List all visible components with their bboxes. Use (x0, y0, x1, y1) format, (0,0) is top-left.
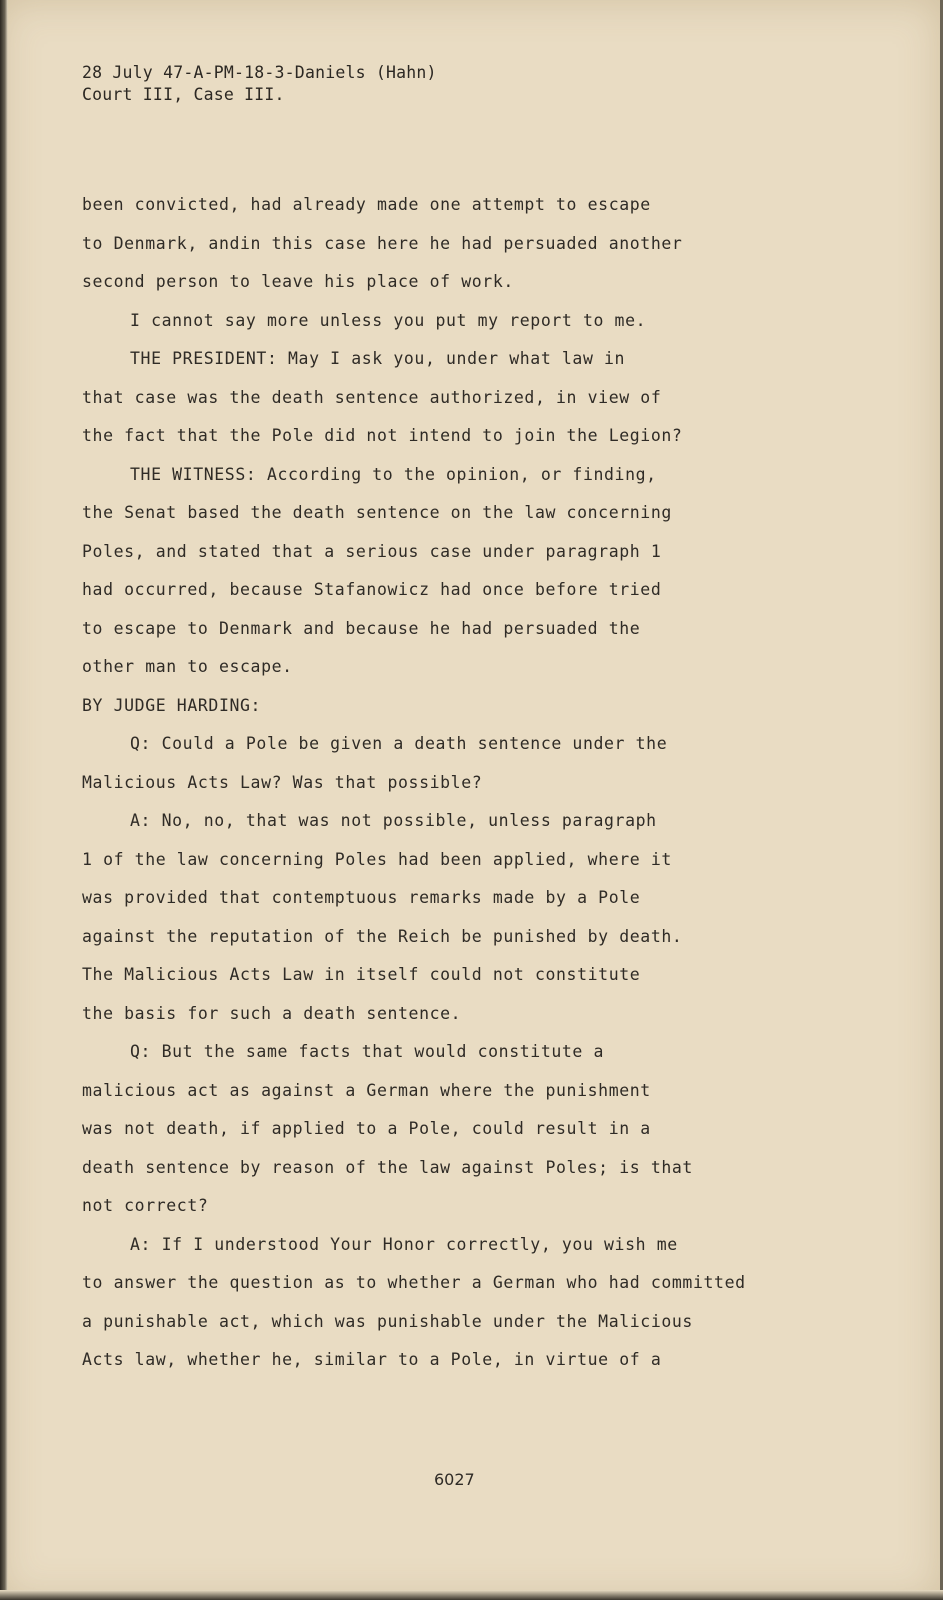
text-line: was not death, if applied to a Pole, could result in a (82, 1119, 651, 1138)
text-line: The Malicious Acts Law in itself could not constitute (82, 965, 641, 984)
header-court-line: Court III, Case III. (82, 85, 285, 104)
text-line: the basis for such a death sentence. (82, 1003, 462, 1023)
question-line: Q: But the same facts that would constitute a (130, 1042, 605, 1061)
question-line: Q: Could a Pole be given a death sentence under the (130, 734, 668, 753)
text-line: to answer the question as to whether a German who had committed (82, 1273, 746, 1292)
text-line: the Senat based the death sentence on the law concerning (82, 503, 672, 522)
witness-answer-line: THE WITNESS: According to the opinion, or finding, (130, 464, 657, 484)
text-line: the fact that the Pole did not intend to join the Legion? (82, 426, 683, 445)
text-line: had occurred, because Stafanowicz had once before tried (82, 580, 662, 599)
text-line: not correct? (82, 1196, 209, 1215)
text-line: Malicious Acts Law? Was that possible? (82, 772, 483, 792)
president-question-line: THE PRESIDENT: May I ask you, under what law in (130, 349, 626, 368)
text-line: a punishable act, which was punishable under the Malicious (82, 1311, 693, 1331)
text-line: against the reputation of the Reich be punished by death. (82, 926, 683, 946)
text-line: malicious act as against a German where the punishment (82, 1080, 651, 1100)
text-line: Poles, and stated that a serious case under paragraph 1 (82, 541, 662, 561)
page-left-edge (0, 0, 8, 1600)
text-line: Acts law, whether he, similar to a Pole, in virtue of a (82, 1350, 662, 1369)
page-number: 6027 (434, 1470, 475, 1489)
text-line: other man to escape. (82, 657, 293, 676)
document-header (82, 62, 437, 106)
transcript-body (82, 186, 882, 1380)
text-line: been convicted, had already made one attempt to escape (82, 195, 651, 214)
answer-line: A: No, no, that was not possible, unless paragraph (130, 811, 657, 830)
examiner-heading: BY JUDGE HARDING: (82, 695, 262, 715)
text-line: to Denmark, andin this case here he had persuaded another (82, 233, 683, 253)
text-line: to escape to Denmark and because he had persuaded the (82, 618, 641, 638)
header-session-line: 28 July 47-A-PM-18-3-Daniels (Hahn) (82, 63, 437, 82)
answer-line: A: If I understood Your Honor correctly, you wish me (130, 1234, 678, 1254)
page-bottom-edge (0, 1590, 943, 1600)
text-line: 1 of the law concerning Poles had been applied, where it (82, 849, 672, 869)
text-line: second person to leave his place of work. (82, 272, 514, 291)
text-line: that case was the death sentence authorized, in view of (82, 387, 662, 407)
text-line: was provided that contemptuous remarks made by a Pole (82, 888, 641, 907)
text-line: death sentence by reason of the law against Poles; is that (82, 1157, 693, 1177)
text-line: I cannot say more unless you put my report to me. (130, 310, 647, 330)
